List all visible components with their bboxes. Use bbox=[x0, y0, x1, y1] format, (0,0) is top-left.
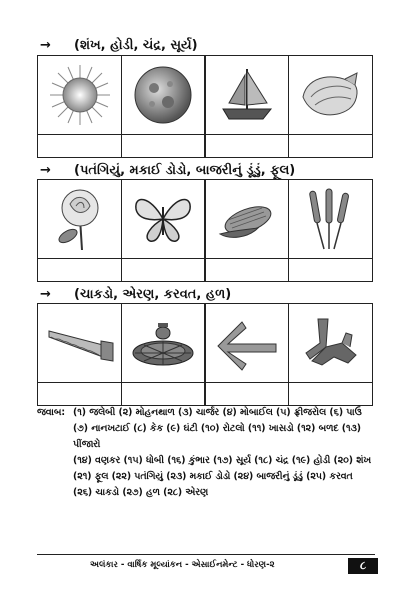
row-1-heading bbox=[40, 38, 198, 53]
picture-box bbox=[288, 179, 373, 282]
saw-icon bbox=[38, 304, 121, 383]
picture-box bbox=[204, 55, 289, 158]
arrow-icon: → bbox=[40, 163, 51, 178]
anvil-icon bbox=[289, 304, 372, 383]
answer-blank[interactable] bbox=[205, 259, 288, 281]
answer-line: જવાબ: (૧) જલેબી (૨) મોહનથાળ (૩) ચાર્જર (૪) મોબાઈલ (૫) ફ્રીજરોલ (૬) પાઉં bbox=[37, 405, 382, 421]
answer-blank[interactable] bbox=[289, 135, 372, 157]
arrow-icon: → bbox=[40, 38, 51, 53]
picture-box bbox=[204, 179, 289, 282]
answer-blank[interactable] bbox=[38, 383, 121, 405]
word-list: (ચાકડો, એરણ, કરવત, હળ) bbox=[74, 287, 232, 302]
page-number: ૮ bbox=[348, 558, 378, 574]
picture-box bbox=[204, 303, 289, 406]
picture-box bbox=[37, 55, 122, 158]
potters-wheel-icon bbox=[122, 304, 205, 383]
butterfly-icon bbox=[122, 180, 205, 259]
answer-blank[interactable] bbox=[38, 259, 121, 281]
answer-blank[interactable] bbox=[289, 259, 372, 281]
picture-grid-row-3 bbox=[37, 303, 377, 406]
picture-box bbox=[37, 303, 122, 406]
rose-flower-icon bbox=[38, 180, 121, 259]
footer-divider bbox=[37, 554, 375, 555]
boat-icon bbox=[205, 56, 288, 135]
picture-box bbox=[121, 179, 206, 282]
moon-icon bbox=[122, 56, 205, 135]
answer-blank[interactable] bbox=[122, 383, 205, 405]
answer-blank[interactable] bbox=[122, 259, 205, 281]
picture-box bbox=[121, 303, 206, 406]
answer-blank[interactable] bbox=[122, 135, 205, 157]
row-2-heading bbox=[40, 163, 295, 178]
picture-box bbox=[37, 179, 122, 282]
row-3-heading bbox=[40, 287, 231, 302]
answer-key bbox=[37, 405, 382, 501]
picture-grid-row-2 bbox=[37, 179, 377, 282]
answer-blank[interactable] bbox=[38, 135, 121, 157]
answer-line: (૧૪) વણકર (૧૫) ધોબી (૧૬) કુંભાર (૧૭) સૂર્ય (૧૮) ચંદ્ર (૧૯) હોડી (૨૦) શંખ bbox=[73, 455, 372, 466]
answer-line: (૭) નાનખટાઈ (૮) કેક (૯) ઘંટી (૧૦) રોટલો (૧૧) ખાસડો (૧૨) બળદ (૧૩) પીંજારો bbox=[73, 423, 362, 450]
answer-line: (૨૧) ફૂલ (૨૨) પતંગિયું (૨૩) મકાઈ ડોડો (૨૪) બાજરીનું ડૂંડું (૨૫) કરવત bbox=[73, 471, 353, 482]
picture-box bbox=[288, 303, 373, 406]
millet-spike-icon bbox=[289, 180, 372, 259]
plough-icon bbox=[205, 304, 288, 383]
answer-blank[interactable] bbox=[289, 383, 372, 405]
answer-line: (૨૬) ચાકડો (૨૭) હળ (૨૮) એરણ bbox=[73, 487, 209, 498]
footer-title: અલંકાર - વાર્ષિક મૂલ્યાંકન - એસાઈનમેન્ટ - ધોરણ-૨ bbox=[90, 560, 275, 570]
corn-cob-icon bbox=[205, 180, 288, 259]
picture-box bbox=[288, 55, 373, 158]
word-list: (શંખ, હોડી, ચંદ્ર, સૂર્ય) bbox=[74, 38, 198, 53]
answer-label: જવાબ: bbox=[37, 407, 66, 418]
sun-icon bbox=[38, 56, 121, 135]
picture-grid-row-1 bbox=[37, 55, 377, 158]
conch-shell-icon bbox=[289, 56, 372, 135]
word-list: (પતંગિયું, મકાઈ ડોડો, બાજરીનું ડૂંડું, ફૂલ) bbox=[74, 163, 296, 178]
picture-box bbox=[121, 55, 206, 158]
answer-blank[interactable] bbox=[205, 135, 288, 157]
arrow-icon: → bbox=[40, 287, 51, 302]
answer-blank[interactable] bbox=[205, 383, 288, 405]
